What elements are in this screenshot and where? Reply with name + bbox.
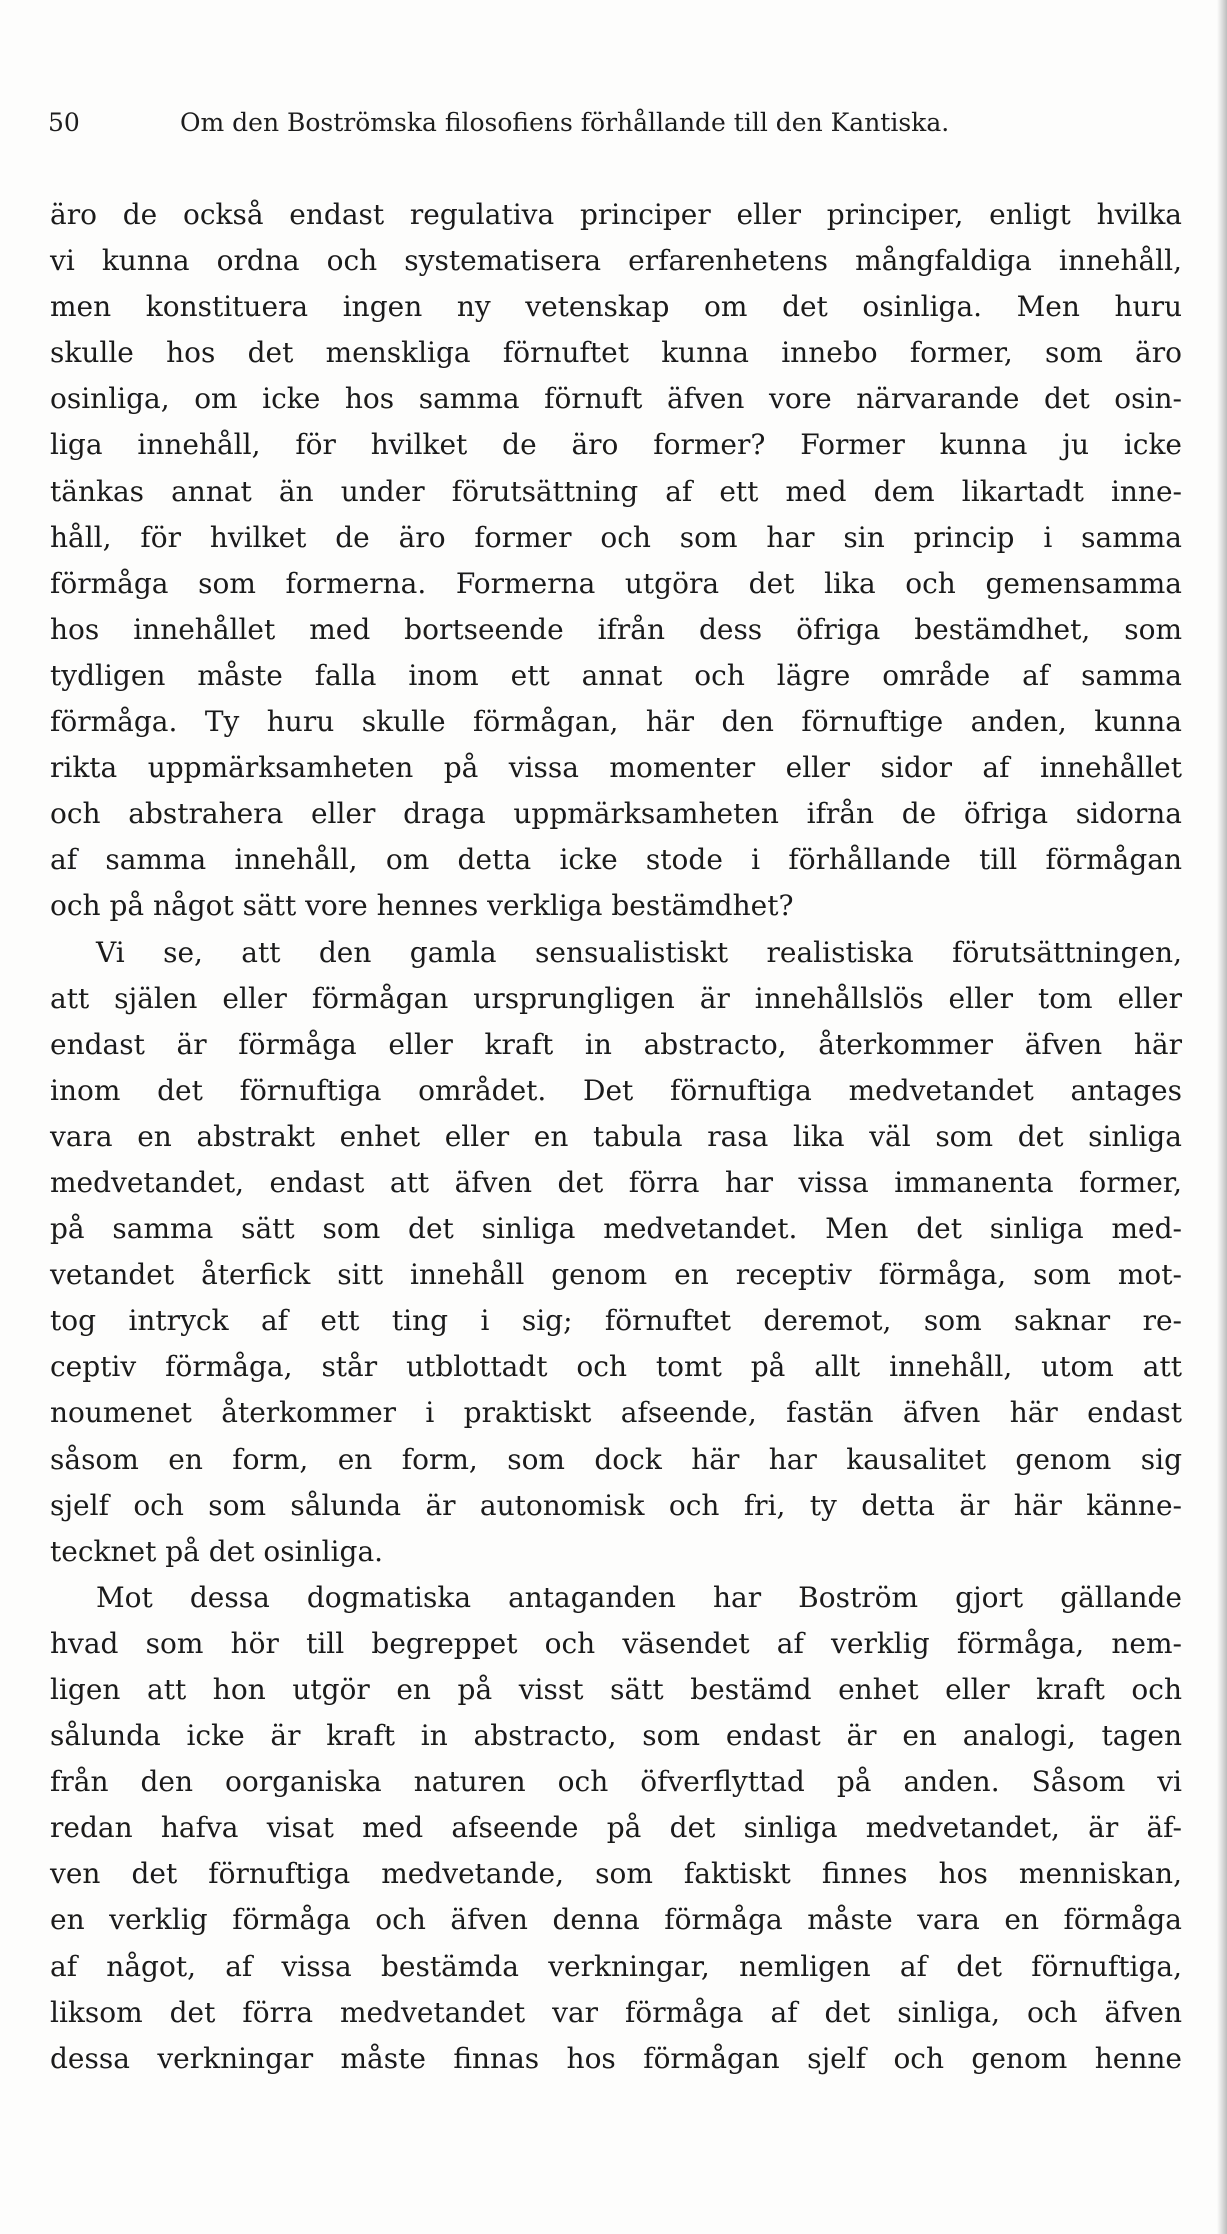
text-line: Mot dessa dogmatiska antaganden har Boström gjort gällande [96, 1580, 1182, 1614]
text-line: såsom en form, en form, som dock här har kausalitet genom sig [50, 1442, 1182, 1476]
text-line: endast är förmåga eller kraft in abstracto, återkommer äfven här [50, 1027, 1182, 1061]
text-line: sålunda icke är kraft in abstracto, som endast är en analogi, tagen [50, 1719, 1182, 1753]
text-line: ceptiv förmåga, står utblottadt och tomt på allt innehåll, utom att [50, 1350, 1182, 1384]
body-text [50, 192, 1182, 2082]
text-line: ven det förnuftiga medvetande, som faktiskt finnes hos menniskan, [50, 1857, 1182, 1891]
text-line: rikta uppmärksamheten på vissa momenter eller sidor af innehållet [50, 751, 1182, 785]
text-line: af samma innehåll, om detta icke stode i förhållande till förmågan [50, 843, 1182, 877]
text-line: vi kunna ordna och systematisera erfarenhetens mångfaldiga innehåll, [50, 244, 1182, 278]
text-line: tecknet på det osinliga. [50, 1534, 384, 1568]
text-line: af något, af vissa bestämda verkningar, nemligen af det förnuftiga, [50, 1949, 1182, 1983]
text-line: tydligen måste falla inom ett annat och lägre område af samma [50, 658, 1182, 692]
text-line: inom det förnuftiga området. Det förnuftiga medvetandet antages [50, 1073, 1182, 1107]
text-line: förmåga. Ty huru skulle förmågan, här den förnuftige anden, kunna [50, 705, 1182, 739]
paragraph-1 [50, 192, 1182, 930]
text-line: noumenet återkommer i praktiskt afseende, fastän äfven här endast [50, 1396, 1182, 1430]
text-line: på samma sätt som det sinliga medvetandet. Men det sinliga med- [50, 1212, 1182, 1246]
text-line: tog intryck af ett ting i sig; förnuftet deremot, som saknar re- [50, 1304, 1182, 1338]
text-line: hos innehållet med bortseende ifrån dess öfriga bestämdhet, som [50, 612, 1182, 646]
text-line: sjelf och som sålunda är autonomisk och fri, ty detta är här känne- [50, 1488, 1182, 1522]
text-line: vara en abstrakt enhet eller en tabula rasa lika väl som det sinliga [50, 1119, 1182, 1153]
text-line: dessa verkningar måste finnas hos förmågan sjelf och genom henne [50, 2041, 1182, 2075]
text-line: liksom det förra medvetandet var förmåga af det sinliga, och äfven [50, 1995, 1182, 2029]
text-line: Vi se, att den gamla sensualistiskt realistiska förutsättningen, [96, 935, 1182, 969]
text-line: från den oorganiska naturen och öfverflyttad på anden. Såsom vi [50, 1765, 1182, 1799]
text-line: förmåga som formerna. Formerna utgöra det lika och gemensamma [50, 566, 1182, 600]
page-edge-shadow [1217, 0, 1227, 2234]
text-line: medvetandet, endast att äfven det förra har vissa immanenta former, [50, 1165, 1182, 1199]
text-line: äro de också endast regulativa principer eller principer, enligt hvilka [50, 198, 1182, 231]
text-line: skulle hos det menskliga förnuftet kunna innebo former, som äro [50, 336, 1182, 370]
text-line: och abstrahera eller draga uppmärksamheten ifrån de öfriga sidorna [50, 797, 1182, 831]
text-line: vetandet återfick sitt innehåll genom en receptiv förmåga, som mot- [50, 1258, 1182, 1292]
running-title: Om den Boströmska filosofiens förhållande till den Kantiska. [180, 108, 950, 137]
paragraph-2 [50, 930, 1182, 1575]
text-line: osinliga, om icke hos samma förnuft äfven vore närvarande det osin- [50, 382, 1182, 416]
text-line: men konstituera ingen ny vetenskap om det osinliga. Men huru [50, 290, 1182, 324]
text-line: redan hafva visat med afseende på det sinliga medvetandet, är äf- [50, 1811, 1182, 1845]
page-number: 50 [48, 108, 80, 137]
text-line: att själen eller förmågan ursprungligen är innehållslös eller tom eller [50, 981, 1182, 1015]
paragraph-3 [50, 1575, 1182, 2082]
text-line: ligen att hon utgör en på visst sätt bestämd enhet eller kraft och [50, 1673, 1182, 1706]
text-line: och på något sätt vore hennes verkliga bestämdhet? [50, 889, 794, 923]
text-line: liga innehåll, för hvilket de äro former? Former kunna ju icke [50, 428, 1182, 462]
text-line: en verklig förmåga och äfven denna förmåga måste vara en förmåga [50, 1903, 1182, 1937]
running-header [48, 108, 1198, 137]
text-line: håll, för hvilket de äro former och som har sin princip i samma [50, 520, 1182, 554]
text-line: hvad som hör till begreppet och väsendet af verklig förmåga, nem- [50, 1626, 1182, 1660]
text-line: tänkas annat än under förutsättning af ett med dem likartadt inne- [50, 474, 1182, 508]
